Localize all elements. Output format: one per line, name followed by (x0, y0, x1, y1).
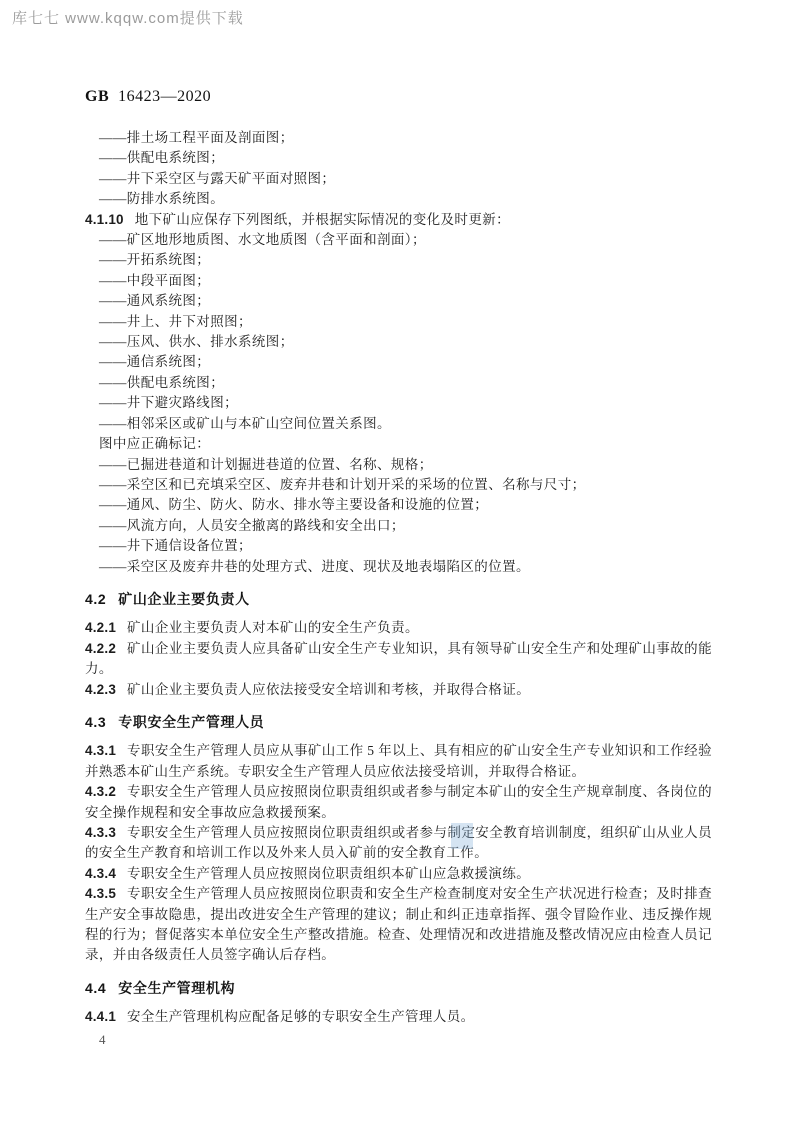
list-item: ——井下采空区与露天矿平面对照图； (99, 170, 336, 186)
mark-note: 图中应正确标记： (99, 436, 211, 452)
list-item: ——防排水系统图。 (99, 191, 225, 207)
list-item: ——相邻采区或矿山与本矿山空间位置关系图。 (99, 415, 391, 431)
list-item: ——通风、防尘、防火、防水、排水等主要设备和设施的位置； (99, 497, 489, 513)
list-item: ——供配电系统图； (99, 374, 225, 390)
page-number: 4 (99, 1031, 106, 1047)
clause-text: 专职安全生产管理人员应按照岗位职责组织或者参与制定本矿山的安全生产规章制度、各岗位的安全操作规程和安全事故应急救援预案。 (85, 784, 712, 820)
list-item: ——中段平面图； (99, 272, 211, 288)
clause-text: 矿山企业主要负责人应依法接受安全培训和考核，并取得合格证。 (127, 681, 531, 697)
clause-number: 4.3.4 (85, 865, 117, 881)
section-title: 安全生产管理机构 (118, 979, 236, 996)
list-item: ——矿区地形地质图、水文地质图（含平面和剖面）； (99, 232, 426, 248)
section-number: 4.3 (85, 713, 107, 730)
clause-number: 4.4.1 (85, 1009, 117, 1025)
clause-4-3-1 (85, 741, 712, 782)
section-title: 矿山企业主要负责人 (118, 590, 250, 607)
clause-number: 4.2.1 (85, 620, 117, 636)
clause-4-2-3 (85, 680, 712, 700)
clause-text: 专职安全生产管理人员应按照岗位职责和安全生产检查制度对安全生产状况进行检查；及时排查生产安全事故隐患，提出改进安全生产管理的建议；制止和纠正违章指挥、强令冒险作业、违反操作规程的行为；督促落实本单位安全生产整改措施。检查、处理情况和改进措施及整改情况应由检查人员记录，并由各级责任人员签字确认后存档。 (85, 886, 712, 963)
standard-prefix: GB (85, 88, 110, 105)
clause-number: 4.3.1 (85, 743, 117, 759)
document-body (85, 128, 712, 1050)
clause-text: 地下矿山应保存下列图纸，并根据实际情况的变化及时更新： (134, 211, 511, 227)
clause-4-3-3 (85, 823, 712, 864)
clause-4-3-4 (85, 864, 712, 884)
list-item: ——通风系统图； (99, 293, 211, 309)
list-item: ——排土场工程平面及剖面图； (99, 130, 294, 145)
clause-text: 专职安全生产管理人员应从事矿山工作 5 年以上、具有相应的矿山安全生产专业知识和工作经验并熟悉本矿山生产系统。专职安全生产管理人员应依法接受培训，并取得合格证。 (85, 743, 712, 779)
clause-4-3-2 (85, 782, 712, 823)
scan-highlight-artifact (451, 823, 473, 849)
list-item: ——采空区及废弃井巷的处理方式、进度、现状及地表塌陷区的位置。 (99, 558, 530, 574)
watermark-text: 库七七 www.kqqw.com提供下载 (12, 10, 244, 27)
list-item: ——风流方向，人员安全撤离的路线和安全出口； (99, 517, 405, 533)
clause-number: 4.1.10 (85, 211, 124, 227)
list-item: ——采空区和已充填采空区、废弃井巷和计划开采的采场的位置、名称与尺寸； (99, 476, 586, 492)
list-item: ——开拓系统图； (99, 252, 211, 268)
list-item: ——通信系统图； (99, 354, 211, 370)
clause-4-1-10 (85, 210, 712, 230)
clause-number: 4.2.3 (85, 681, 117, 697)
clause-text: 安全生产管理机构应配备足够的专职安全生产管理人员。 (127, 1009, 475, 1025)
section-heading-4-4 (85, 978, 712, 998)
list-item: ——井下通信设备位置； (99, 538, 252, 554)
clause-number: 4.3.5 (85, 886, 117, 902)
clause-text: 矿山企业主要负责人应具备矿山安全生产专业知识，具有领导矿山安全生产和处理矿山事故的能力。 (85, 640, 712, 677)
section-heading-4-3 (85, 712, 712, 732)
clause-text: 专职安全生产管理人员应按照岗位职责组织或者参与制定安全教育培训制度，组织矿山从业人员的安全生产教育和培训工作以及外来人员入矿前的安全教育工作。 (85, 825, 712, 861)
clause-4-3-5 (85, 884, 712, 966)
standard-code: 16423—2020 (118, 88, 212, 105)
clause-4-2-1 (85, 618, 712, 638)
clause-number: 4.3.3 (85, 825, 117, 840)
section-title: 专职安全生产管理人员 (118, 713, 265, 730)
clause-text: 矿山企业主要负责人对本矿山的安全生产负责。 (127, 620, 419, 636)
list-item: ——已掘进巷道和计划掘进巷道的位置、名称、规格； (99, 456, 433, 472)
list-item: ——供配电系统图； (99, 150, 225, 166)
standard-number-header (85, 88, 211, 106)
section-number: 4.4 (85, 979, 107, 996)
clause-number: 4.2.2 (85, 640, 117, 656)
clause-4-4-1 (85, 1007, 712, 1027)
clause-4-2-2 (85, 639, 712, 680)
list-item: ——井下避灾路线图； (99, 395, 238, 411)
clause-number: 4.3.2 (85, 784, 117, 800)
section-number: 4.2 (85, 590, 107, 607)
clause-text: 专职安全生产管理人员应按照岗位职责组织本矿山应急救援演练。 (127, 865, 531, 881)
list-item: ——压风、供水、排水系统图； (99, 334, 294, 350)
list-item: ——井上、井下对照图； (99, 313, 252, 329)
section-heading-4-2 (85, 589, 712, 609)
